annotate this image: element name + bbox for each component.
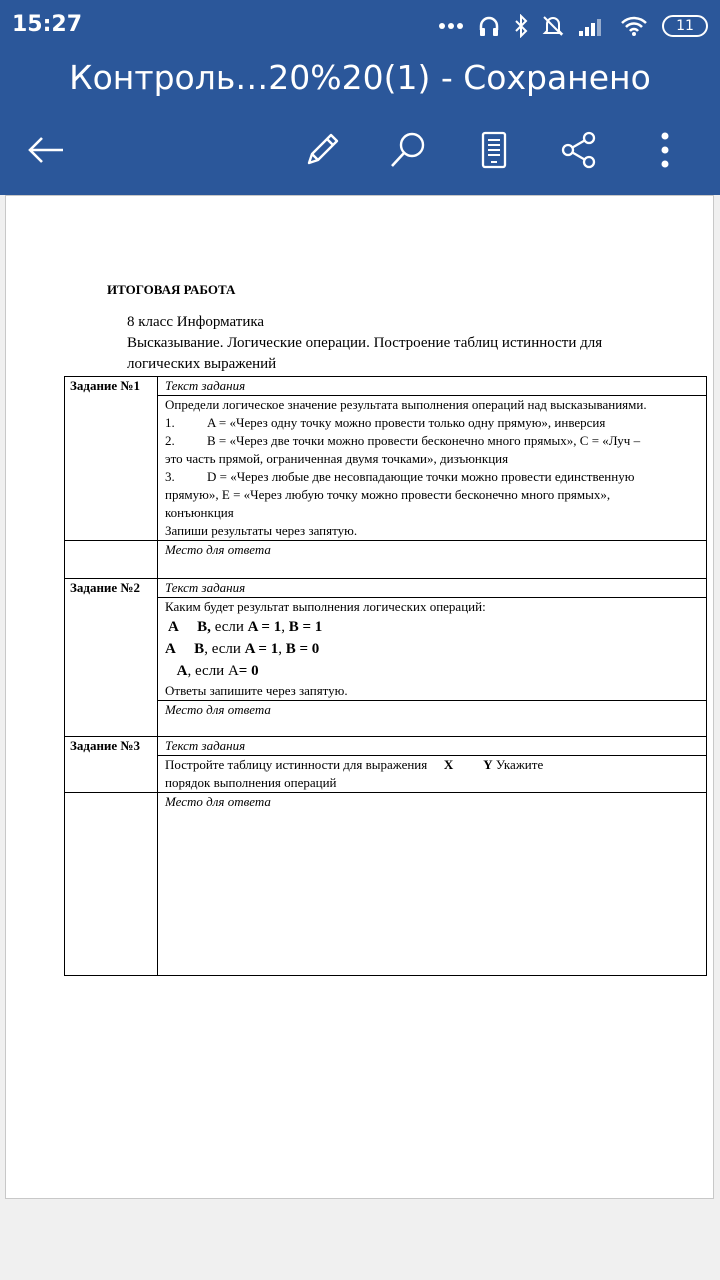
task2-line3: A, если А= 0 [165, 663, 247, 679]
share-icon [560, 131, 598, 173]
task1-answer-row [65, 541, 707, 579]
task1-item3: 3. D = «Через любые две несовпадающие точки можно провести единственную [165, 469, 635, 484]
task3-answer-label [65, 793, 158, 976]
document-content [6, 196, 713, 1198]
back-button[interactable] [22, 128, 70, 176]
task1-text [158, 396, 707, 541]
mobile-view-icon [480, 131, 508, 173]
task3-answer-field[interactable]: Место для ответа [158, 793, 707, 976]
more-dots-icon [438, 22, 464, 30]
task1-answer-field[interactable]: Место для ответа [158, 541, 707, 579]
task1-text-row [65, 396, 707, 541]
search-button[interactable] [384, 128, 432, 176]
signal-icon [578, 15, 606, 37]
document-heading: ИТОГОВАЯ РАБОТА [107, 282, 236, 297]
task2-answer-field[interactable]: Место для ответа [158, 701, 707, 737]
pencil-icon [303, 131, 341, 173]
search-icon [388, 130, 428, 174]
task2-text [158, 598, 707, 701]
task1-answer-label [65, 541, 158, 579]
task1-header: Текст задания [158, 377, 707, 396]
task3-header-row [65, 737, 707, 756]
more-vertical-icon [660, 131, 670, 173]
more-options-button[interactable] [641, 128, 689, 176]
task1-label: Задание №1 [65, 377, 158, 541]
task3-answer-row [65, 793, 707, 976]
task1-item3-cont2: конъюнкция [165, 505, 234, 520]
arrow-left-icon [26, 135, 66, 169]
document-subtitle-topic-cont: логических выражений [127, 356, 277, 372]
task3-line1: Постройте таблицу истинности для выражения X Y Укажите [165, 757, 503, 772]
headphones-icon [478, 15, 500, 37]
document-title: Контроль…20%20(1) - Сохранено [69, 58, 651, 97]
app-header [0, 0, 720, 195]
document-subtitle-grade: 8 класс Информатика [127, 314, 265, 330]
status-icons [438, 12, 708, 40]
toolbar [0, 120, 720, 180]
edit-button[interactable] [298, 128, 346, 176]
task1-outro: Запиши результаты через запятую. [165, 523, 358, 538]
task2-label: Задание №2 [65, 579, 158, 737]
task2-intro: Каким будет результат выполнения логических операций: [165, 599, 486, 614]
task2-outro: Ответы запишите через запятую. [165, 683, 348, 698]
status-time: 15:27 [12, 12, 83, 37]
task2-answer-row [65, 701, 707, 737]
tasks-table [64, 376, 707, 976]
task3-line2: порядок выполнения операций [165, 775, 337, 790]
document-page[interactable] [5, 195, 714, 1199]
task1-item2-cont: это часть прямой, ограниченная двумя точками», дизъюнкция [165, 451, 509, 466]
task2-header: Текст задания [158, 579, 707, 598]
task2-header-row [65, 579, 707, 598]
task3-text-row [65, 756, 707, 793]
status-bar [0, 0, 720, 50]
task2-line2: A B, если A = 1, B = 0 [165, 641, 304, 657]
task3-text [158, 756, 707, 793]
task1-intro: Определи логическое значение результата выполнения операций над высказываниями. [165, 397, 647, 412]
share-button[interactable] [555, 128, 603, 176]
task3-label: Задание №3 [65, 737, 158, 793]
mobile-view-button[interactable] [470, 128, 518, 176]
task1-header-row [65, 377, 707, 396]
battery-indicator: 11 [662, 15, 708, 37]
task2-text-row [65, 598, 707, 701]
task1-item2: 2. B = «Через две точки можно провести бесконечно много прямых», C = «Луч – [165, 433, 641, 448]
task1-item3-cont: прямую», E = «Через любую точку можно провести бесконечно много прямых», [165, 487, 611, 502]
task3-header: Текст задания [158, 737, 707, 756]
notifications-off-icon [542, 14, 564, 38]
task2-line1: A B, если A = 1, B = 1 [168, 619, 307, 635]
wifi-icon [620, 15, 648, 37]
bluetooth-icon [514, 14, 528, 38]
task1-item1: 1. A = «Через одну точку можно провести только одну прямую», инверсия [165, 415, 606, 430]
document-subtitle-topic: Высказывание. Логические операции. Построение таблиц истинности для [127, 335, 603, 351]
